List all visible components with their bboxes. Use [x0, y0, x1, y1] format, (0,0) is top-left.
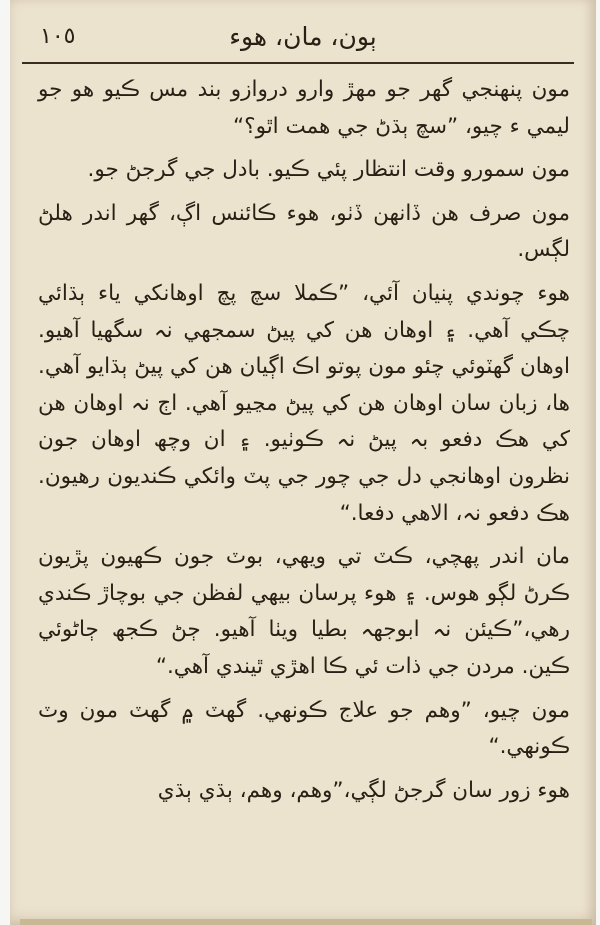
- running-header: [28, 14, 578, 58]
- paragraph-4: ھوء چوندي پنيان آئي، ”ڪملا سچ پچ اوھانکي ياء ٻڌائي چڪي آھي. ۽ اوھان ھن کي پيڻ سمجھي نہ سگھيا آھيو. اوھان گھٽوئي چئو مون پوتو اڪ اڳيان ھن کي پيڻ ٻڌايو آھي. ھا، زبان سان اوھان ھن کي پيڻ مڃيو آھي. اڄ نہ اوھان ھن کي ھڪ دفعو بہ پيڻ نہ ڪوٺيو. ۽ ان وچھ اوھان جون نظرون اوھانجي دل جي چور جي پٽ وائکي ڪنديون رھيون. ھڪ دفعو نہ، الاھي دفعا.“: [38, 280, 570, 526]
- page-body: [38, 72, 570, 895]
- paragraph-3: مون صرف ھن ڏانھن ڏٺو، ھوء ڪائنس اڳ، گھر اندر ھلڻ لڳس.: [38, 200, 570, 263]
- header-rule: [22, 62, 574, 64]
- page-bottom-edge: [20, 919, 592, 925]
- paragraph-5: مان اندر پھچي، ڪٽ تي ويھي، بوٽ جون ڪھيون پڙيون ڪرڻ لڳو ھوس. ۽ ھوء پرسان بيھي لفظن جي بوچاڙ ڪندي رھي،”ڪيئن نہ ابوجھہ بطيا ويٺا آھيو. ڄڻ ڪجھ ڄاڻوئي ڪين. مردن جي ذات ئي ڪا اھڙي ٿيندي آھي.“: [38, 544, 570, 679]
- paragraph-2: مون سمورو وقت انتظار پئي ڪيو. بادل جي گرجڻ جو.: [87, 157, 570, 183]
- paragraph-1: مون پنھنجي گھر جو مھڙ وارو دروازو بند مس ڪيو ھو جو ليمي ء چيو، ”سچ ٻڌڻ جي ھمت اٿو؟“: [38, 77, 570, 139]
- paragraph-7: ھوء زور سان گرجڻ لڳي،”وھم، وھم، ٻڌي ٻڌي: [157, 777, 570, 803]
- running-title: ٻون، مان، ھوء: [229, 21, 377, 51]
- book-page: [10, 0, 596, 925]
- paragraph-6: مون چيو، ”وھم جو علاج ڪونھي. گھٽ ۾ گھٽ مون وٽ ڪونھي.“: [38, 697, 570, 760]
- page-number: ١٠٥: [40, 23, 76, 49]
